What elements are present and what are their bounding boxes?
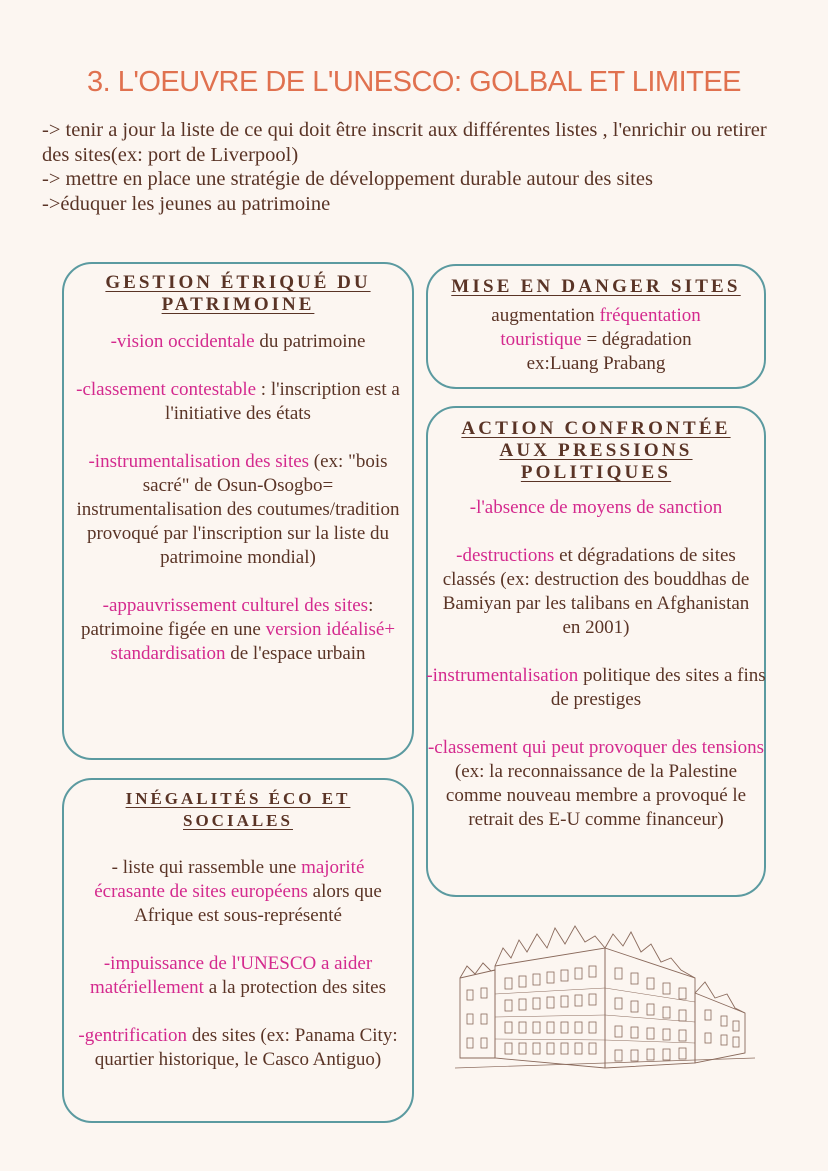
box-heading: INÉGALITÉS ÉCO ET SOCIALES xyxy=(125,789,351,830)
mise-en-danger-box xyxy=(426,264,766,389)
inegalites-box xyxy=(62,778,414,1123)
box-paragraph: - liste qui rassemble une majorité écrasante de sites européens alors que Afrique est sous-représenté xyxy=(94,857,382,926)
box-paragraph: -classement contestable : l'inscription est a l'initiative des états xyxy=(76,379,400,424)
box-paragraph: -destructions et dégradations de sites classés (ex: destruction des bouddhas de Bamiyan par les talibans en Afghanistan en 2001) xyxy=(442,545,750,638)
box-heading: ACTION CONFRONTÉE AUX PRESSIONS POLITIQUES xyxy=(461,418,731,483)
box-paragraph: -classement qui peut provoquer des tensions (ex: la reconnaissance de la Palestine comme nouveau membre a provoqué le retrait des E-U comme financeur) xyxy=(427,737,765,830)
intro-item: -> tenir a jour la liste de ce qui doit être inscrit aux différentes listes , l'enrichir ou retirer des sites(ex: port de Liverpool) xyxy=(42,119,767,166)
box-paragraph: -instrumentalisation politique des sites a fins de prestiges xyxy=(426,665,766,710)
box-paragraph: -gentrification des sites (ex: Panama City: quartier historique, le Casco Antiguo) xyxy=(78,1025,398,1070)
box-heading: MISE EN DANGER SITES xyxy=(451,276,741,297)
box-paragraph: augmentation fréquentation touristique = dégradation ex:Luang Prabang xyxy=(491,305,701,374)
box-paragraph: -appauvrissement culturel des sites: patrimoine figée en une version idéalisé+ standardisation de l'espace urbain xyxy=(80,595,396,664)
intro-item: -> mettre en place une stratégie de développement durable autour des sites xyxy=(42,168,653,190)
box-heading: GESTION ÉTRIQUÉ DU PATRIMOINE xyxy=(105,272,371,315)
box-paragraph: -impuissance de l'UNESCO a aider matériellement a la protection des sites xyxy=(90,953,386,998)
gestion-etrique-box xyxy=(62,262,414,760)
box-paragraph: -instrumentalisation des sites (ex: "bois sacré" de Osun-Osogbo= instrumentalisation des coutumes/tradition provoqué par l'inscription sur la liste du patrimoine mondial) xyxy=(76,451,400,568)
intro-list xyxy=(42,118,787,216)
castle-sketch-icon xyxy=(455,918,755,1078)
action-pressions-box xyxy=(426,406,766,897)
box-paragraph: -l'absence de moyens de sanction xyxy=(469,497,723,518)
box-paragraph: -vision occidentale du patrimoine xyxy=(110,331,366,352)
intro-item: ->éduquer les jeunes au patrimoine xyxy=(42,192,331,215)
page-title: 3. L'OEUVRE DE L'UNESCO: GOLBAL ET LIMITEE xyxy=(86,66,742,98)
